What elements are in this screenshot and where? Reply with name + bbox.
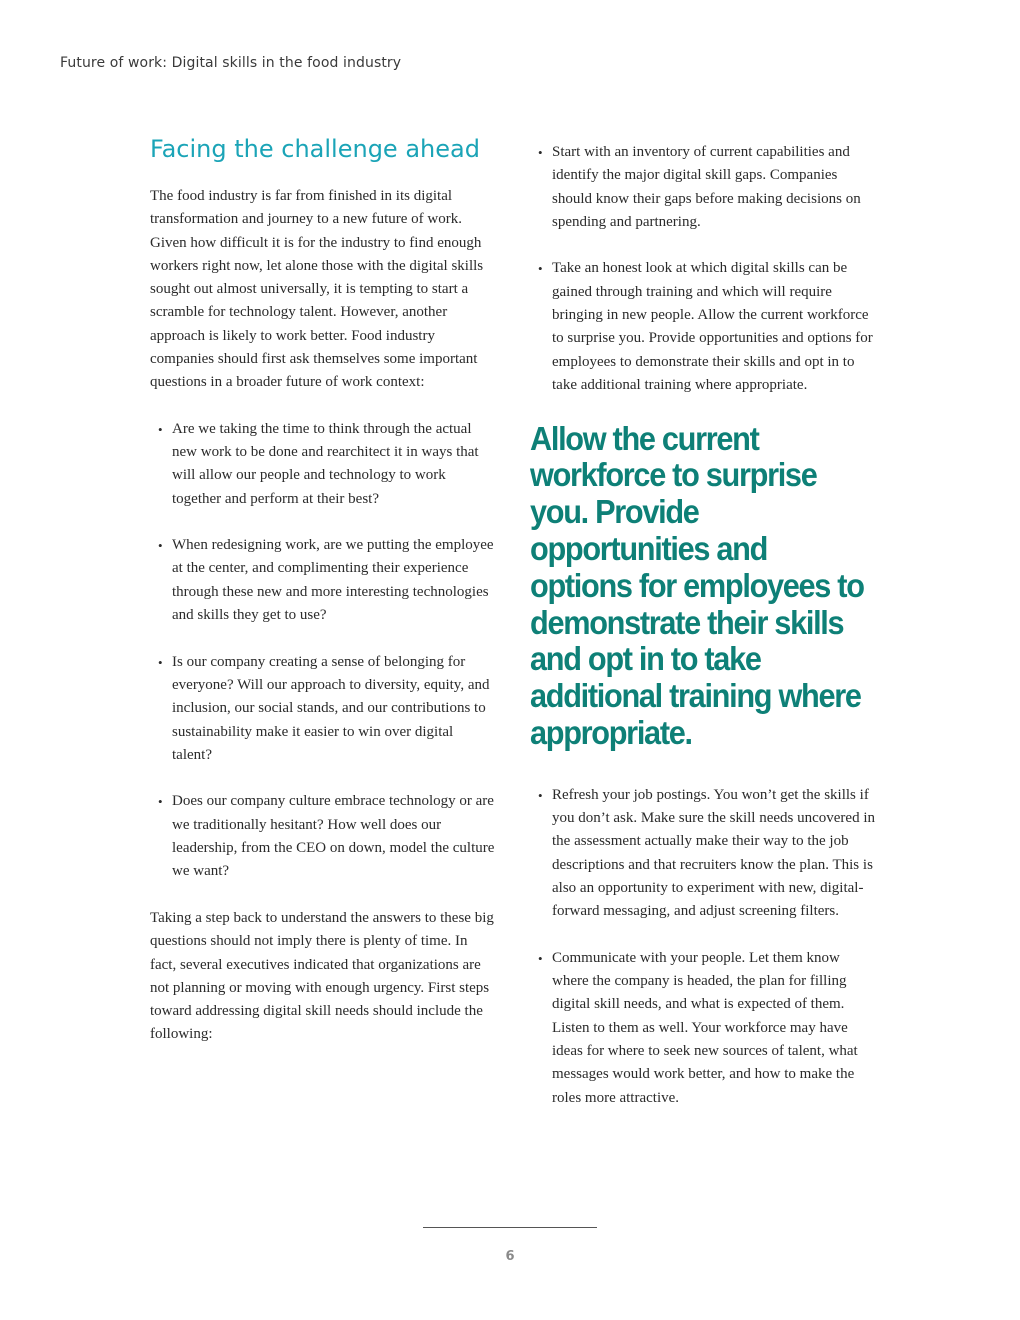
- left-column: [150, 134, 495, 1070]
- closing-paragraph: Taking a step back to understand the answers to these big questions should not imply there is plenty of time. In fact, several executives indicated that organizations are not planning or moving with enough urgency. First steps toward addressing digital skill needs should include the following:: [150, 909, 494, 1043]
- list-item: • Take an honest look at which digital skills can be gained through training and which will require bringing in new people. Allow the current workforce to surprise you. Provide opportunities and options for employees to demonstrate their skills and opt in to take additional training where appropriate.: [552, 257, 875, 397]
- footer-divider: [423, 1227, 597, 1228]
- list-item: • Communicate with your people. Let them know where the company is headed, the plan for filling digital skill needs, and what is expected of them. Listen to them as well. Your workforce may have ideas for where to seek new sources of talent, what messages would work better, and how to make the roles more attractive.: [552, 947, 875, 1110]
- section-title: Facing the challenge ahead: [150, 135, 480, 163]
- list-item: • Is our company creating a sense of belonging for everyone? Will our approach to diversity, equity, and inclusion, our social stands, and our contributions to sustainability make it easier to win over digital talent?: [172, 651, 495, 767]
- steps-list-bottom: [530, 784, 875, 1110]
- intro-paragraph: The food industry is far from finished in its digital transformation and journey to a new future of work. Given how difficult it is for the industry to find enough workers right now, let alone those with the digital skills sought out almost universally, it is tempting to start a scramble for technology talent. However, another approach is likely to work better. Food industry companies should first ask themselves some important questions in a broader future of work context:: [150, 188, 484, 391]
- list-item: • Refresh your job postings. You won’t get the skills if you don’t ask. Make sure the skill needs uncovered in the assessment actually make their way to the job descriptions and that recruiters know the plan. This is also an opportunity to experiment with new, digital-forward messaging, and adjust screening filters.: [552, 784, 875, 924]
- list-item: • Start with an inventory of current capabilities and identify the major digital skill gaps. Companies should know their gaps before making decisions on spending and partnering.: [552, 141, 875, 234]
- running-header: Future of work: Digital skills in the food industry: [60, 55, 402, 71]
- pull-quote: Allow the current workforce to surprise you. Provide opportunities and options for employees to demonstrate their skills and opt in to take additional training where appropriate.: [530, 419, 864, 751]
- list-item: • Are we taking the time to think through the actual new work to be done and rearchitect it in ways that will allow our people and technology to work together and perform at their best?: [172, 418, 495, 511]
- list-item: • Does our company culture embrace technology or are we traditionally hesitant? How well does our leadership, from the CEO on down, model the culture we want?: [172, 790, 495, 883]
- questions-list: [150, 418, 495, 884]
- list-item: • When redesigning work, are we putting the employee at the center, and complimenting their experience through these new and more interesting technologies and skills they get to use?: [172, 534, 495, 627]
- right-column: [530, 141, 875, 1133]
- steps-list-top: [530, 141, 875, 397]
- page-number: 6: [505, 1249, 515, 1264]
